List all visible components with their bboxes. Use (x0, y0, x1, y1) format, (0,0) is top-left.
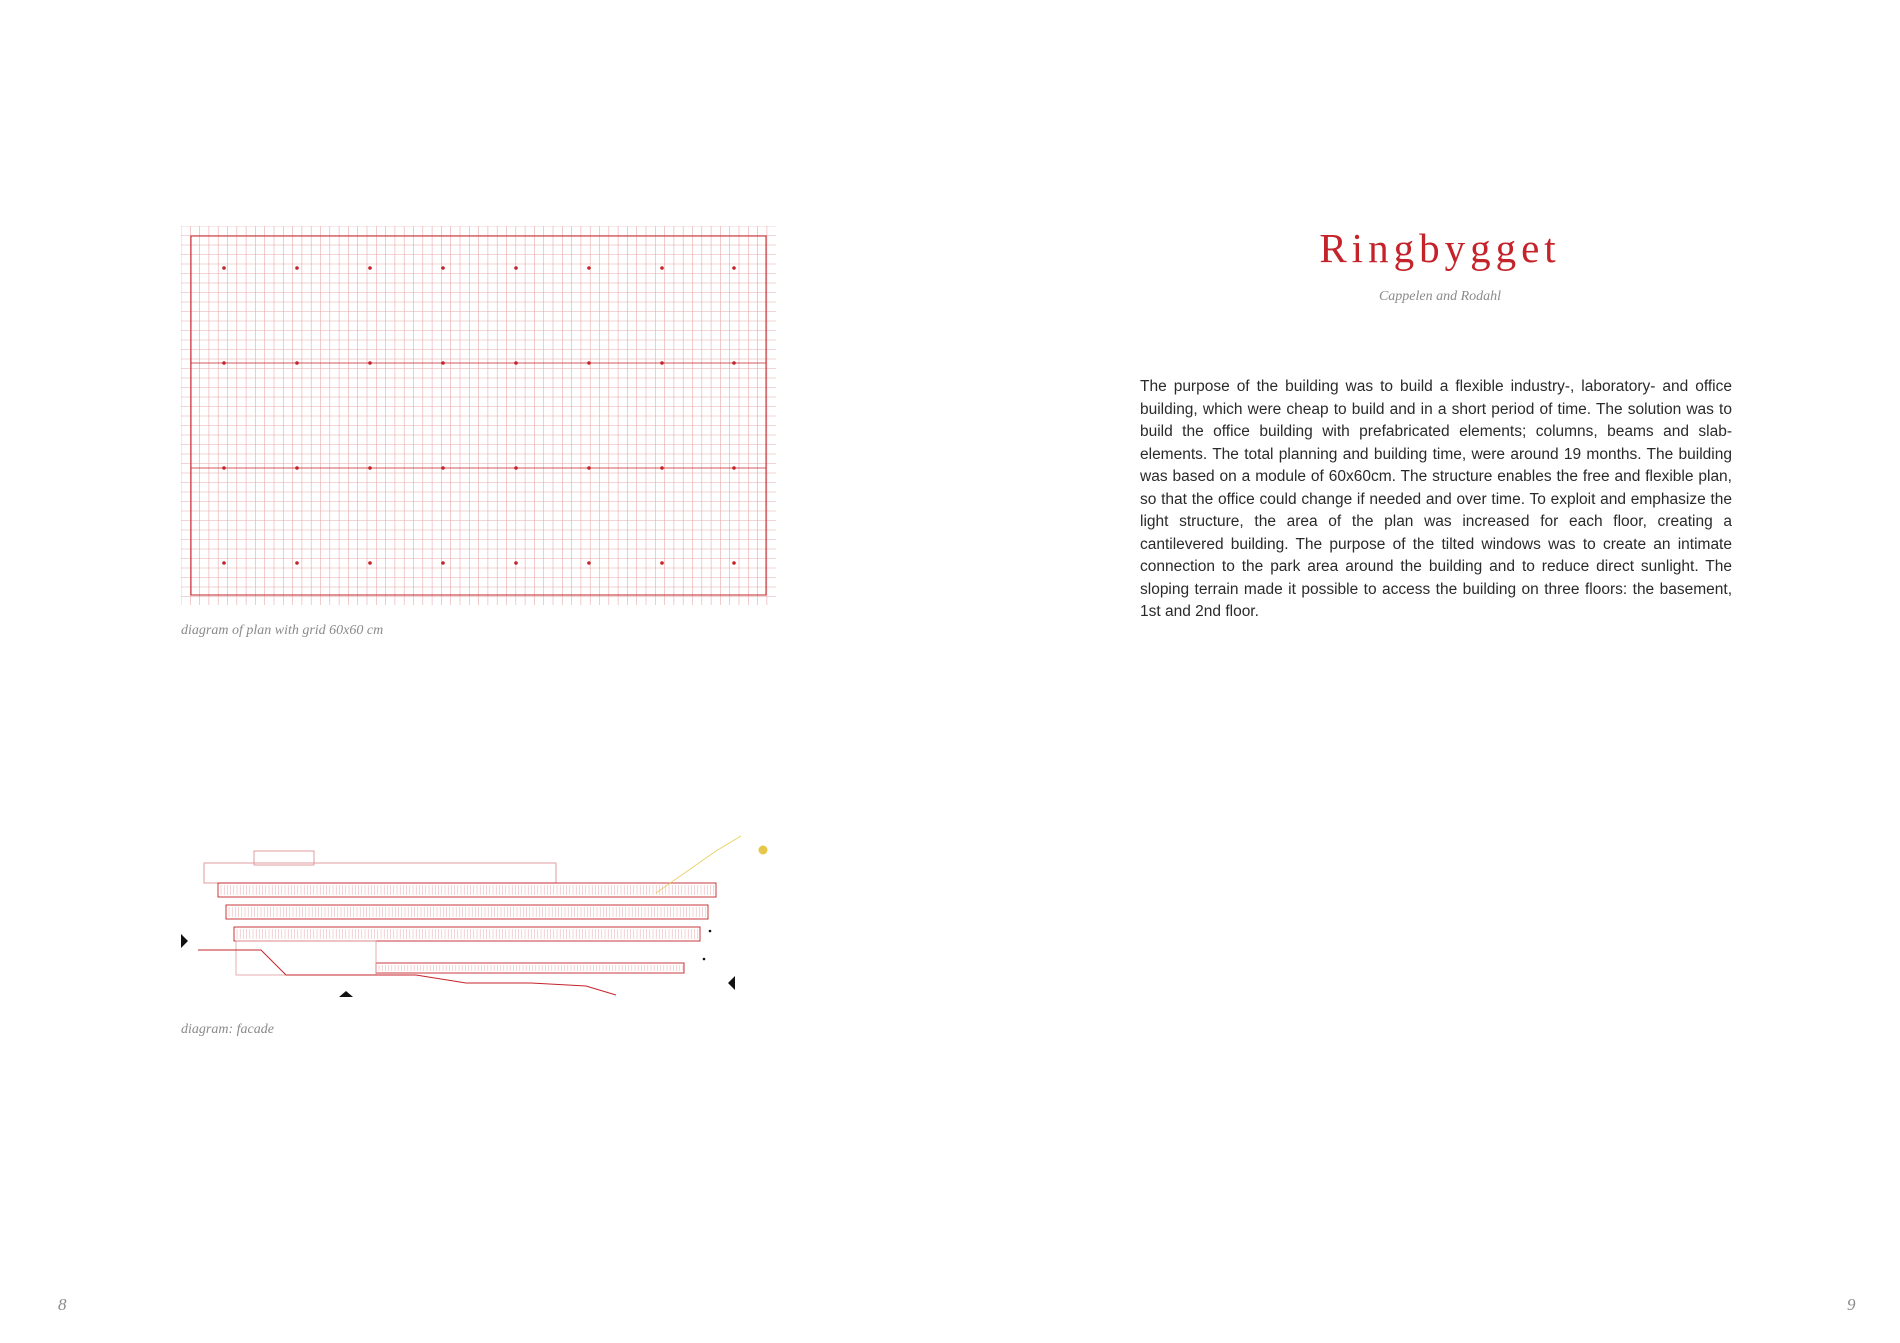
facade-terrain-line (198, 950, 616, 995)
plan-column-dot (368, 266, 372, 270)
plan-column-dot (514, 266, 518, 270)
plan-column-dot (732, 266, 736, 270)
facade-diagram (176, 835, 776, 1000)
facade-slab (226, 905, 708, 919)
sun-icon (759, 846, 768, 855)
page-number-right: 9 (1847, 1295, 1856, 1314)
plan-column-dot (222, 561, 226, 565)
facade-roof-block (204, 863, 556, 883)
facade-slab (218, 883, 716, 897)
facade-base-volume (236, 941, 376, 975)
plan-column-dot (222, 466, 226, 470)
entrance-arrow-icon (339, 991, 353, 997)
plan-column-dot (368, 361, 372, 365)
plan-column-dot (514, 361, 518, 365)
facade-diagram-caption: diagram: facade (181, 1022, 274, 1037)
facade-slab (234, 927, 700, 941)
plan-column-dot (295, 466, 299, 470)
plan-column-dot (732, 561, 736, 565)
plan-column-dot (587, 361, 591, 365)
plan-column-dot (368, 561, 372, 565)
plan-column-dot (441, 361, 445, 365)
plan-column-dot (732, 466, 736, 470)
sun-ray (656, 851, 716, 893)
plan-column-dot (441, 266, 445, 270)
plan-column-dot (587, 561, 591, 565)
sun-ray (716, 836, 741, 851)
plan-column-dot (441, 466, 445, 470)
entrance-arrow-icon (728, 976, 735, 990)
facade-marker-dot (709, 930, 712, 933)
plan-column-dot (660, 361, 664, 365)
facade-slab (376, 963, 684, 973)
page-number-left: 8 (58, 1295, 67, 1314)
architects-subtitle: Cappelen and Rodahl (1378, 289, 1502, 304)
entrance-arrow-icon (181, 934, 188, 948)
plan-column-dot (732, 361, 736, 365)
plan-column-dot (587, 466, 591, 470)
plan-column-dot (368, 466, 372, 470)
plan-column-dot (514, 561, 518, 565)
plan-column-dot (587, 266, 591, 270)
plan-column-dot (441, 561, 445, 565)
plan-column-dot (660, 561, 664, 565)
page-title: Ringbygget (1319, 225, 1561, 271)
plan-column-dot (660, 466, 664, 470)
plan-column-dot (295, 361, 299, 365)
right-page (950, 0, 1900, 1343)
plan-grid-diagram (181, 226, 776, 605)
plan-column-dot (660, 266, 664, 270)
plan-diagram-caption: diagram of plan with grid 60x60 cm (181, 623, 384, 638)
plan-column-dot (295, 561, 299, 565)
plan-column-dot (514, 466, 518, 470)
plan-column-dot (222, 266, 226, 270)
plan-column-dot (222, 361, 226, 365)
plan-column-dot (295, 266, 299, 270)
description-paragraph: The purpose of the building was to build a flexible industry-, laboratory- and office building, which were cheap to build and in a short period of time. The solution was to build the office building with prefabricated elements; columns, beams and slab-elements. The total planning and building time, were around 19 months. The building was based on a module of 60x60cm. The structure enables the free and flexible plan, so that the office could change if needed and over time. To exploit and emphasize the light structure, the area of the plan was increased for each floor, creating a cantilevered building. The purpose of the tilted windows was to create an intimate connection to the park area around the building and to reduce direct sunlight. The sloping terrain made it possible to access the building on three floors: the basement, 1st and 2nd floor. (1140, 378, 1732, 620)
facade-marker-dot (703, 958, 706, 961)
